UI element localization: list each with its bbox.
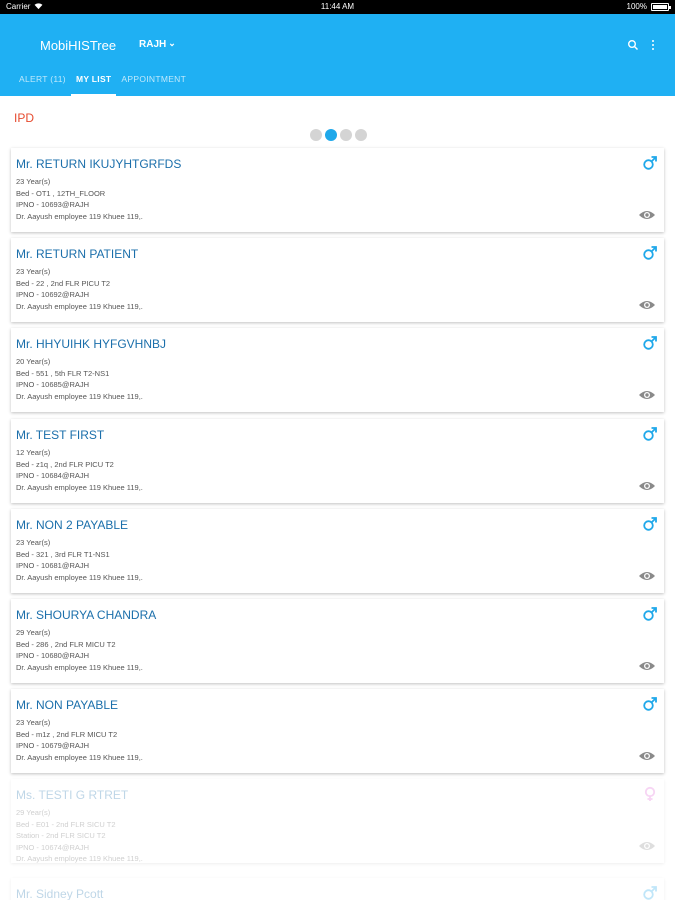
- carrier-label: Carrier: [6, 2, 31, 11]
- patient-doctor: Dr. Aayush employee 119 Khuee 119,.: [16, 662, 143, 672]
- status-bar: [0, 0, 675, 14]
- patient-bed: Bed - E01 - 2nd FLR SICU T2: [16, 819, 116, 829]
- org-label: RAJH: [139, 39, 167, 50]
- main-content: [0, 96, 675, 900]
- search-icon[interactable]: [627, 39, 639, 51]
- patient-doctor: Dr. Aayush employee 119 Khuee 119,.: [16, 482, 143, 492]
- patient-bed: Bed - 286 , 2nd FLR MICU T2: [16, 639, 116, 649]
- page-dot[interactable]: [340, 129, 352, 141]
- patient-age: 23 Year(s): [16, 718, 51, 727]
- app-header: [0, 14, 675, 96]
- app-title: MobiHISTree: [40, 38, 117, 53]
- patient-card[interactable]: [11, 328, 664, 412]
- patient-bed: Bed - 22 , 2nd FLR PICU T2: [16, 278, 111, 288]
- patient-age: 12 Year(s): [16, 448, 51, 457]
- patient-name: Mr. RETURN IKUJYHTGRFDS: [16, 157, 182, 171]
- patient-card[interactable]: [11, 238, 664, 322]
- status-time: 11:44 AM: [320, 2, 355, 11]
- female-icon: [642, 786, 658, 802]
- patient-ipno: IPNO - 10680@RAJH: [16, 651, 90, 660]
- tab-my-list[interactable]: MY LIST: [71, 71, 116, 96]
- male-icon: [642, 245, 658, 261]
- patient-ipno: IPNO - 10674@RAJH: [16, 842, 90, 852]
- male-icon: [642, 516, 658, 532]
- patient-bed: Bed - z1q , 2nd FLR PICU T2: [16, 459, 114, 469]
- page-indicator: [310, 129, 367, 141]
- patient-card[interactable]: [11, 419, 664, 503]
- page-dot[interactable]: [355, 129, 367, 141]
- patient-doctor: Dr. Aayush employee 119 Khuee 119,.: [16, 391, 143, 401]
- patient-name: Mr. Sidney Pcott: [16, 887, 104, 900]
- patient-name: Ms. TESTI G RTRET: [16, 788, 129, 802]
- eye-icon[interactable]: [638, 388, 656, 400]
- patient-card[interactable]: [11, 878, 664, 900]
- patient-age: 29 Year(s): [16, 628, 51, 637]
- patient-doctor: Dr. Aayush employee 119 Khuee 119,.: [16, 301, 143, 311]
- patient-name: Mr. SHOURYA CHANDRA: [16, 608, 157, 622]
- eye-icon[interactable]: [638, 749, 656, 761]
- patient-name: Mr. NON 2 PAYABLE: [16, 518, 129, 532]
- patient-card[interactable]: [11, 779, 664, 863]
- patient-name: Mr. NON PAYABLE: [16, 698, 119, 712]
- male-icon: [642, 696, 658, 712]
- patient-station: Station - 2nd FLR SICU T2: [16, 831, 106, 840]
- more-vertical-icon[interactable]: [650, 39, 656, 51]
- org-selector[interactable]: [139, 39, 176, 50]
- patient-age: 29 Year(s): [16, 808, 51, 817]
- male-icon: [642, 885, 658, 900]
- patient-age: 23 Year(s): [16, 267, 51, 276]
- patient-card[interactable]: [11, 148, 664, 232]
- male-icon: [642, 335, 658, 351]
- male-icon: [642, 426, 658, 442]
- section-title: IPD: [14, 111, 35, 125]
- patient-name: Mr. TEST FIRST: [16, 428, 105, 442]
- patient-card[interactable]: [11, 599, 664, 683]
- patient-ipno: IPNO - 10692@RAJH: [16, 290, 90, 299]
- tab-bar: [0, 71, 191, 96]
- patient-ipno: IPNO - 10684@RAJH: [16, 471, 90, 480]
- tab-alert[interactable]: ALERT (11): [19, 74, 66, 84]
- tab-appointment[interactable]: APPOINTMENT: [121, 74, 187, 84]
- patient-age: 20 Year(s): [16, 357, 51, 366]
- patient-doctor: Dr. Aayush employee 119 Khuee 119,.: [16, 211, 143, 221]
- patient-ipno: IPNO - 10685@RAJH: [16, 380, 90, 389]
- page-dot[interactable]: [310, 129, 322, 141]
- status-right: [627, 2, 669, 11]
- patient-doctor: Dr. Aayush employee 119 Khuee 119,.: [16, 854, 143, 863]
- patient-age: 23 Year(s): [16, 538, 51, 547]
- patient-name: Mr. HHYUIHK HYFGVHNBJ: [16, 337, 167, 351]
- patient-ipno: IPNO - 10679@RAJH: [16, 741, 90, 750]
- male-icon: [642, 155, 658, 171]
- page-dot-active[interactable]: [325, 129, 337, 141]
- patient-age: 23 Year(s): [16, 177, 51, 186]
- eye-icon[interactable]: [638, 298, 656, 310]
- eye-icon[interactable]: [638, 569, 656, 581]
- eye-icon[interactable]: [638, 479, 656, 491]
- eye-icon[interactable]: [638, 208, 656, 220]
- patient-name: Mr. RETURN PATIENT: [16, 247, 139, 261]
- male-icon: [642, 606, 658, 622]
- eye-icon[interactable]: [638, 839, 656, 851]
- patient-card[interactable]: [11, 689, 664, 773]
- battery-percent: 100%: [626, 2, 647, 11]
- eye-icon[interactable]: [638, 659, 656, 671]
- patient-doctor: Dr. Aayush employee 119 Khuee 119,.: [16, 572, 143, 582]
- patient-bed: Bed - 551 , 5th FLR T2-NS1: [16, 368, 110, 378]
- patient-bed: Bed - OT1 , 12TH_FLOOR: [16, 188, 106, 198]
- chevron-down-icon: ⌄: [168, 38, 176, 48]
- patient-bed: Bed - m1z , 2nd FLR MICU T2: [16, 729, 118, 739]
- patient-card[interactable]: [11, 509, 664, 593]
- battery-icon: [651, 3, 669, 11]
- patient-ipno: IPNO - 10693@RAJH: [16, 200, 90, 209]
- patient-bed: Bed - 321 , 3rd FLR T1-NS1: [16, 549, 110, 559]
- patient-ipno: IPNO - 10681@RAJH: [16, 561, 90, 570]
- patient-doctor: Dr. Aayush employee 119 Khuee 119,.: [16, 752, 143, 762]
